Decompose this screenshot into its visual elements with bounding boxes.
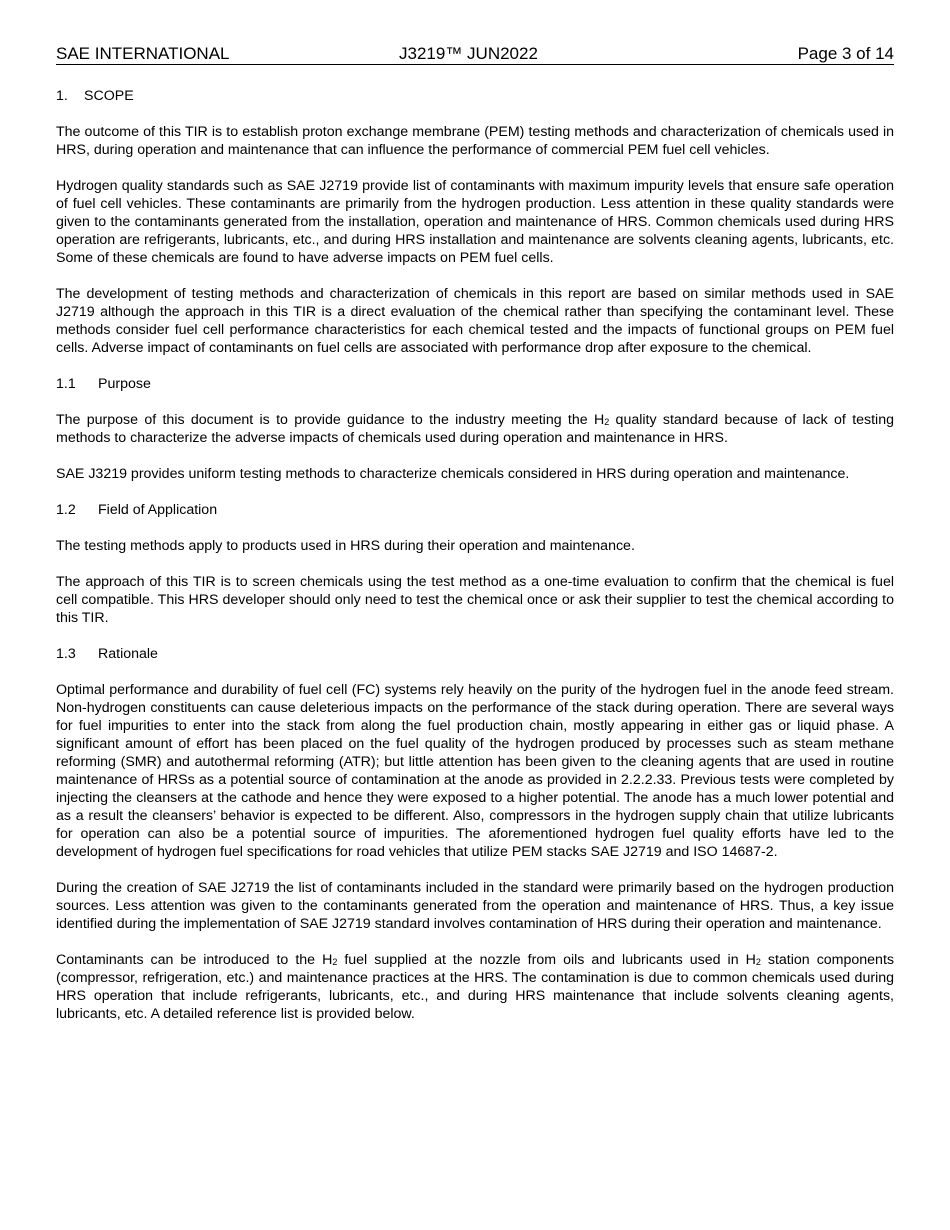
header-page-number: Page 3 of 14 [797, 44, 894, 63]
section-number: 1.2 [56, 502, 76, 518]
section-title: Field of Application [98, 502, 218, 518]
rationale-paragraph-1: Optimal performance and durability of fuel cell (FC) systems rely heavily on the purity of the hydrogen fuel in the anode feed stream. Non-hydrogen constituents can cause deleterious impacts on the performance of the stack during operation. There are several ways for fuel impurities to enter into the stack from along the fuel production chain, mostly appearing in either gas or liquid phase. A significant amount of effort has been placed on the fuel quality of the hydrogen produced by processes such as steam methane reforming (SMR) and autothermal reforming (ATR); but little attention has been given to the cleaning agents that are used in routine maintenance of HRSs as a potential source of contamination at the anode as provided in 2.2.2.33. Previous tests were completed by injecting the cleansers at the cathode and hence they were exposed to a higher potential. The anode has a much lower potential and as a result the cleansers’ behavior is expected to be different. Also, compressors in the hydrogen supply chain that utilize lubricants for operation can also be a potential source of impurities. The aforementioned hydrogen fuel quality efforts have led to the development of hydrogen fuel specifications for road vehicles that utilize PEM stacks SAE J2719 and ISO 14687-2. [56, 682, 894, 860]
document-body [56, 87, 894, 1041]
section-title: Rationale [98, 646, 158, 662]
section-heading-field [56, 501, 894, 519]
field-paragraph-2: The approach of this TIR is to screen chemicals using the test method as a one-time evaluation to confirm that the chemical is fuel cell compatible. This HRS developer should only need to test the chemical once or ask their supplier to test the chemical according to this TIR. [56, 574, 894, 626]
scope-paragraph-3: The development of testing methods and characterization of chemicals in this report are based on similar methods used in SAE J2719 although the approach in this TIR is a direct evaluation of the chemical rather than specifying the contaminant level. These methods consider fuel cell performance characteristics for each chemical tested and the impacts of functional groups on PEM fuel cells. Adverse impact of contaminants on fuel cells are associated with performance drop after exposure to the chemical. [56, 286, 894, 356]
scope-paragraph-2: Hydrogen quality standards such as SAE J2719 provide list of contaminants with maximum impurity levels that ensure safe operation of fuel cell vehicles. These contaminants are primarily from the hydrogen production. Less attention in these quality standards were given to the contaminants generated from the installation, operation and maintenance of HRS. Common chemicals used during HRS operation are refrigerants, lubricants, etc., and during HRS installation and maintenance are solvents cleaning agents, lubricants, etc. Some of these chemicals are found to have adverse impacts on PEM fuel cells. [56, 178, 894, 266]
section-title: Purpose [98, 376, 151, 392]
section-title: SCOPE [84, 88, 134, 104]
section-number: 1. [56, 88, 68, 104]
scope-paragraph-1: The outcome of this TIR is to establish proton exchange membrane (PEM) testing methods and characterization of chemicals used in HRS, during operation and maintenance that can influence the performance of commercial PEM fuel cell vehicles. [56, 124, 894, 158]
purpose-paragraph-2: SAE J3219 provides uniform testing methods to characterize chemicals considered in HRS during operation and maintenance. [56, 466, 850, 482]
section-heading-scope [56, 87, 894, 105]
rationale-paragraph-3: Contaminants can be introduced to the $H_2$ fuel supplied at the nozzle from oils and lubricants used in $H_2$ station components (compressor, refrigeration, etc.) and maintenance practices at the HRS. The contamination is due to common chemicals used during HRS operation that include refrigerants, lubricants, etc., and during HRS maintenance that include solvents cleaning agents, lubricants, etc. A detailed reference list is provided below. [56, 952, 894, 1022]
section-heading-purpose [56, 375, 894, 393]
section-heading-rationale [56, 645, 894, 663]
header-org: SAE INTERNATIONAL [56, 44, 230, 63]
page-header [56, 44, 894, 65]
purpose-paragraph-1: The purpose of this document is to provide guidance to the industry meeting the $H_2$ quality standard because of lack of testing methods to characterize the adverse impacts of chemicals used during operation and maintenance in HRS. [56, 412, 894, 446]
rationale-paragraph-2: During the creation of SAE J2719 the list of contaminants included in the standard were primarily based on the hydrogen production sources. Less attention was given to the contaminants generated from the operation and maintenance of HRS. Thus, a key issue identified during the implementation of SAE J2719 standard involves contamination of HRS during their operation and maintenance. [56, 880, 894, 932]
section-number: 1.3 [56, 646, 76, 662]
header-doc-id: J3219™ JUN2022 [399, 44, 538, 63]
section-number: 1.1 [56, 376, 76, 392]
field-paragraph-1: The testing methods apply to products used in HRS during their operation and maintenance. [56, 538, 635, 554]
